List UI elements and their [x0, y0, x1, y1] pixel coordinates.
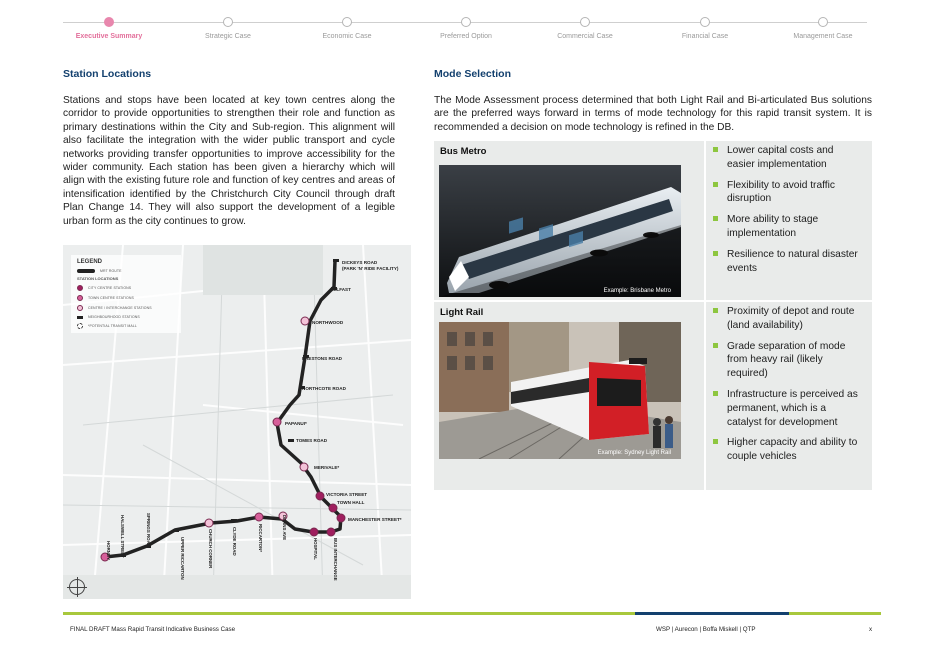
- label-manchester: MANCHESTER STREET*: [348, 517, 402, 522]
- bus-metro-benefits: [711, 144, 861, 282]
- label-belfast: BELFAST: [330, 287, 351, 292]
- label-deans: DEANS AVE: [282, 515, 287, 541]
- step-label: Preferred Option: [440, 33, 492, 40]
- legend-route-swatch: [77, 269, 95, 273]
- step-dot: [223, 17, 233, 27]
- label-dickeys: DICKEYS ROAD: [342, 260, 378, 265]
- label-townhall: TOWN HALL: [337, 500, 365, 505]
- section-body: Stations and stops have been located at key town centres along the corridor to provide opportunities to strengthen their role and function as primary destinations within the City and Sub-region. This alignment will also facilitate the integration with the wider public transport and cycle networks providing transfer opportunities to improve accessibility for the wider community. Each station has been given a hierarchy which will align with the existing future role and function of key centres and areas of intensification identified by the Christchurch City Council through draft Plan Change 14. They will also support the development of a legible urban form as the city continues to grow.: [63, 95, 395, 227]
- legend-item: [77, 295, 175, 301]
- section-heading: Mode Selection: [434, 68, 512, 80]
- step-label: Strategic Case: [205, 33, 251, 40]
- legend-neighbourhood-swatch: [77, 316, 83, 319]
- light-rail-row: [434, 302, 872, 490]
- station-locations-section: [63, 68, 395, 228]
- mode-title: Light Rail: [440, 307, 484, 318]
- step-label: Management Case: [793, 33, 853, 40]
- step-executive-summary[interactable]: [49, 14, 169, 40]
- route-map: [63, 245, 411, 599]
- bus-metro-photo: [439, 165, 681, 297]
- bus-metro-row: [434, 141, 872, 300]
- step-preferred-option[interactable]: [406, 14, 526, 40]
- map-legend: [71, 255, 181, 333]
- mode-title: Bus Metro: [440, 146, 487, 157]
- label-merivale: MERIVALE*: [314, 465, 340, 470]
- legend-item-label: *POTENTIAL TRANSIT MALL: [88, 324, 137, 328]
- step-label: Economic Case: [322, 33, 372, 40]
- benefit-item: Lower capital costs and easier implementation: [711, 144, 861, 172]
- legend-item: [77, 305, 175, 311]
- footer-rule: [63, 612, 881, 615]
- footer-rule-green: [63, 612, 635, 615]
- label-northwood: NORTHWOOD: [312, 320, 344, 325]
- legend-item: [77, 323, 175, 329]
- legend-station-header: STATION LOCATIONS: [77, 276, 119, 281]
- label-upper-riccarton: UPPER RICCARTON: [180, 537, 185, 580]
- mode-comparison-table: [434, 141, 872, 490]
- benefit-item: Infrastructure is perceived as permanent, which is a catalyst for development: [711, 388, 861, 429]
- legend-route-row: [77, 269, 175, 273]
- photo-caption: Example: Sydney Light Rail: [597, 450, 671, 456]
- legend-item-label: TOWN CENTRE STATIONS: [88, 296, 134, 300]
- label-springs: SPRINGS ROAD: [146, 513, 151, 547]
- step-label: Financial Case: [681, 33, 729, 40]
- step-label: Commercial Case: [557, 33, 613, 40]
- step-commercial-case[interactable]: [525, 14, 645, 40]
- step-dot: [104, 17, 114, 27]
- step-dot: [818, 17, 828, 27]
- light-rail-benefits: [711, 305, 861, 471]
- label-victoria: VICTORIA STREET: [326, 492, 368, 497]
- step-strategic-case[interactable]: [168, 14, 288, 40]
- legend-item: [77, 315, 175, 319]
- label-riccarton: RICCARTON*: [258, 524, 263, 552]
- legend-route-label: MRT ROUTE: [100, 269, 122, 273]
- label-halswell: HALSWELL STREET: [120, 515, 125, 558]
- legend-city-centre-swatch: [77, 285, 83, 291]
- footer-partners: WSP | Aurecon | Boffa Miskell | QTP: [656, 626, 756, 633]
- photo-caption: Example: Brisbane Metro: [603, 288, 671, 294]
- legend-title: LEGEND: [77, 259, 103, 265]
- label-hospital: HOSPITAL: [313, 538, 318, 560]
- legend-interchange-swatch: [77, 305, 83, 311]
- legend-item: [77, 285, 175, 291]
- legend-transit-mall-swatch: [77, 323, 83, 329]
- benefit-item: More ability to stage implementation: [711, 213, 861, 241]
- benefit-item: Grade separation of mode from heavy rail (likely required): [711, 340, 861, 381]
- label-church-corner: CHURCH CORNER: [208, 529, 213, 569]
- page-number: x: [869, 626, 873, 633]
- footer-document-title: FINAL DRAFT Mass Rapid Transit Indicative Business Case: [70, 626, 236, 633]
- label-papanui: PAPANUI*: [285, 421, 307, 426]
- label-hornby: HORNBY: [106, 541, 111, 561]
- legend-item-label: NEIGHBOURHOOD STATIONS: [88, 315, 140, 319]
- legend-item-label: CITY CENTRE STATIONS: [88, 286, 132, 290]
- step-economic-case[interactable]: [287, 14, 407, 40]
- label-prestons: PRESTONS ROAD: [302, 356, 342, 361]
- north-arrow-icon: [69, 579, 85, 595]
- step-management-case[interactable]: [763, 14, 883, 40]
- label-dickeys-sub: (PARK 'N' RIDE FACILITY): [342, 266, 399, 271]
- step-label: Executive Summary: [75, 33, 143, 40]
- section-body: The Mode Assessment process determined that both Light Rail and Bi-articulated Bus solutions are the preferred ways forward in terms of mode technology for this rapid transit system. It is recommended a decision on mode technology is refined in the DB.: [434, 95, 872, 133]
- step-dot: [700, 17, 710, 27]
- progress-stepper: [63, 14, 867, 44]
- step-dot: [580, 17, 590, 27]
- tram-illustration: [439, 322, 681, 459]
- step-financial-case[interactable]: [645, 14, 765, 40]
- legend-item-label: CENTRE / INTERCHANGE STATIONS: [88, 306, 152, 310]
- footer-rule-green: [789, 612, 881, 615]
- step-dot: [342, 17, 352, 27]
- label-clyde: CLYDE ROAD: [232, 527, 237, 556]
- benefit-item: Proximity of depot and route (land availability): [711, 305, 861, 333]
- footer-rule-blue: [635, 612, 789, 615]
- benefit-item: Higher capacity and ability to couple vehicles: [711, 436, 861, 464]
- label-northcote: NORTHCOTE ROAD: [302, 386, 346, 391]
- mode-selection-section: [434, 68, 872, 134]
- light-rail-photo: [439, 322, 681, 459]
- label-tomes: TOMES ROAD: [296, 438, 328, 443]
- benefit-item: Resilience to natural disaster events: [711, 248, 861, 276]
- legend-town-centre-swatch: [77, 295, 83, 301]
- label-bus-interchange: BUS INTERCHANGE: [333, 538, 338, 581]
- step-dot: [461, 17, 471, 27]
- section-heading: Station Locations: [63, 68, 152, 80]
- benefit-item: Flexibility to avoid traffic disruption: [711, 179, 861, 207]
- bus-illustration: [439, 165, 681, 297]
